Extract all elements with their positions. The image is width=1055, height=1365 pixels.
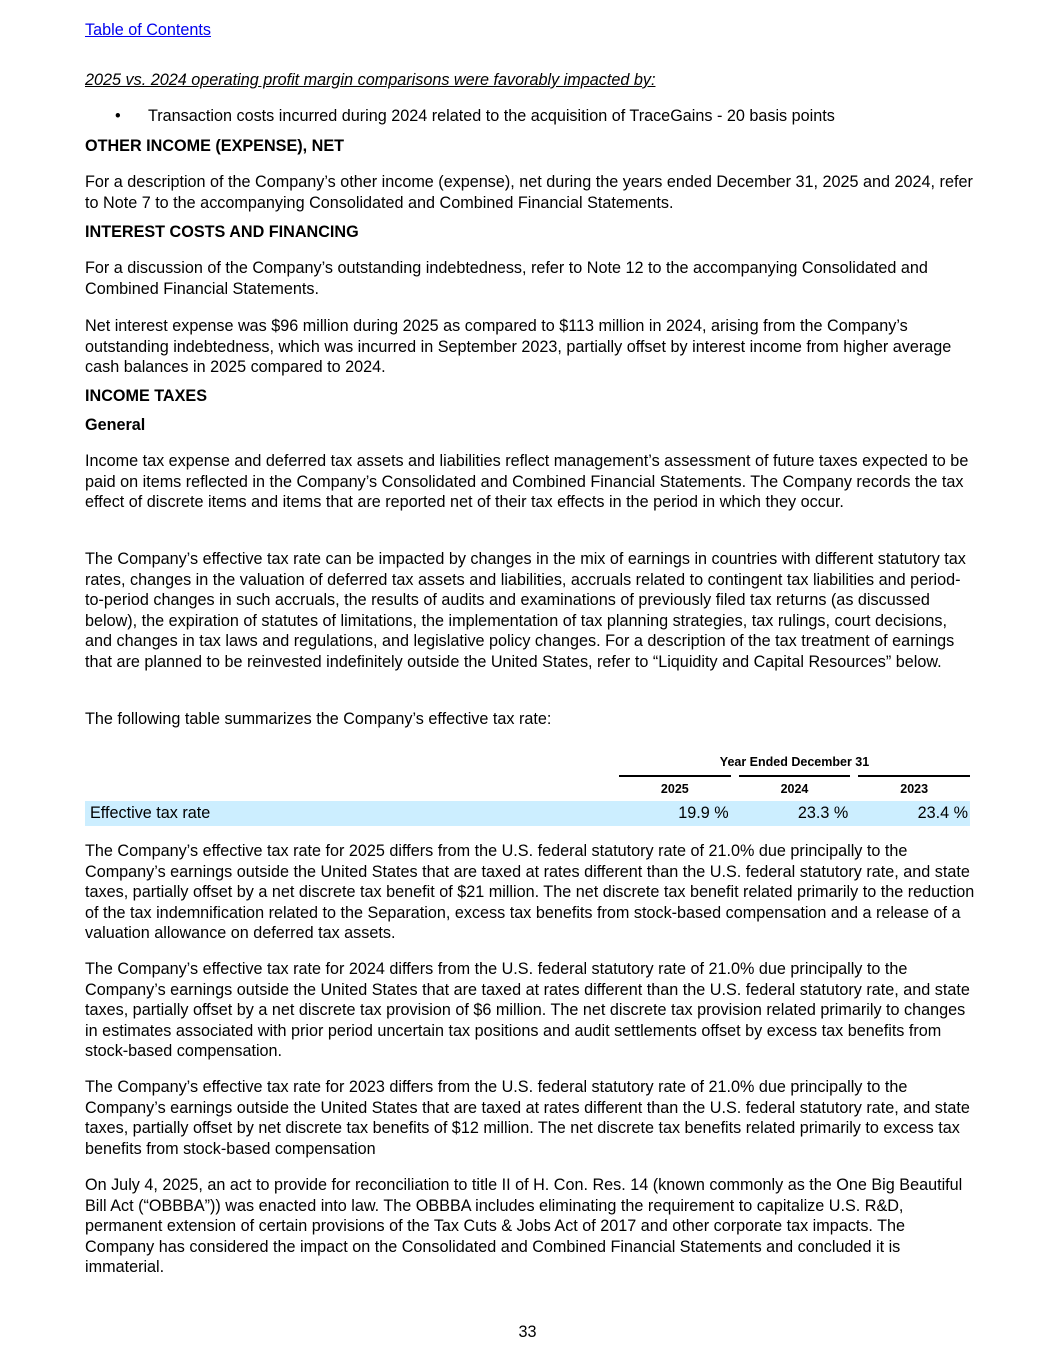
margin-comparison-heading: 2025 vs. 2024 operating profit margin comparisons were favorably impacted by: <box>85 71 656 89</box>
interest-heading: INTEREST COSTS AND FINANCING <box>85 223 359 241</box>
bullet-text: Transaction costs incurred during 2024 related to the acquisition of TraceGains - 20 basis points <box>148 107 835 125</box>
table-row <box>85 801 970 826</box>
tax-paragraph-1: Income tax expense and deferred tax assets and liabilities reflect management’s assessment of future taxes expected to be paid on items reflected in the Company’s Consolidated and Combined Financial Statements. The Company records the tax effect of discrete items and items that are reported net of their tax effects in the period in which they occur. <box>85 452 969 512</box>
rate-2023-paragraph: The Company’s effective tax rate for 2023 differs from the U.S. federal statutory rate of 21.0% due principally to the Company’s earnings outside the United States that are taxed at rates different than the U.S. federal statutory rate, and state taxes, partially offset by net discrete tax benefits of $12 million. The net discrete tax benefits related primarily to excess tax benefits from stock-based compensation <box>85 1078 970 1158</box>
value-cell: 19.9 % <box>619 801 731 826</box>
table-of-contents-link[interactable]: Table of Contents <box>85 21 211 39</box>
row-label: Effective tax rate <box>85 801 619 826</box>
rate-2025-paragraph: The Company’s effective tax rate for 2025 differs from the U.S. federal statutory rate of 21.0% due principally to the Company’s earnings outside the United States that are taxed at rates different than the U.S. federal statutory rate, and state taxes, partially offset by a net discrete tax benefit of $21 million. The net discrete tax benefit related primarily to the reduction of the tax indemnification related to the Separation, excess tax benefits from stock-based compensation and a release of a valuation allowance on deferred tax assets. <box>85 842 975 943</box>
effective-tax-rate-table <box>85 750 970 826</box>
bullet-icon: • <box>115 107 121 125</box>
interest-paragraph-1: For a discussion of the Company’s outstanding indebtedness, refer to Note 12 to the accompanying Consolidated and Combined Financial Statements. <box>85 259 928 298</box>
bullet-item <box>115 106 1005 127</box>
general-heading: General <box>85 416 146 434</box>
value-cell: 23.4 % <box>858 801 970 826</box>
other-income-paragraph: For a description of the Company’s other income (expense), net during the years ended December 31, 2025 and 2024, refer to Note 7 to the accompanying Consolidated and Combined Financial Statements. <box>85 173 973 212</box>
income-taxes-heading: INCOME TAXES <box>85 387 208 405</box>
year-header: 2025 <box>619 775 731 802</box>
table-group-header: Year Ended December 31 <box>719 755 870 769</box>
value-cell: 23.3 % <box>739 801 851 826</box>
page-number: 33 <box>518 1323 537 1341</box>
year-header: 2024 <box>739 775 851 802</box>
other-income-heading: OTHER INCOME (EXPENSE), NET <box>85 137 345 155</box>
year-header: 2023 <box>858 775 970 802</box>
obbba-paragraph: On July 4, 2025, an act to provide for reconciliation to title II of H. Con. Res. 14 (known commonly as the One Big Beautiful Bill Act (“OBBBA”)) was enacted into law. The OBBBA includes eliminating the requirement to capitalize U.S. R&D, permanent extension of certain provisions of the Tax Cuts & Jobs Act of 2017 and other corporate tax impacts. The Company has considered the impact on the Consolidated and Combined Financial Statements and concluded it is immaterial. <box>85 1176 963 1277</box>
tax-paragraph-2: The Company’s effective tax rate can be impacted by changes in the mix of earnings in countries with different statutory tax rates, changes in the valuation of deferred tax assets and liabilities, accruals related to contingent tax liabilities and period-to-period changes in such accruals, the results of audits and examinations of previously filed tax returns (as discussed below), the expiration of statutes of limitations, the implementation of tax planning strategies, tax rulings, court decisions, and changes in tax laws and regulations, and legislative policy changes. For a description of the tax treatment of earnings that are planned to be reinvested indefinitely outside the United States, refer to “Liquidity and Capital Resources” below. <box>85 550 966 671</box>
table-intro: The following table summarizes the Company’s effective tax rate: <box>85 710 552 728</box>
interest-paragraph-2: Net interest expense was $96 million during 2025 as compared to $113 million in 2024, arising from the Company’s outstanding indebtedness, which was incurred in September 2023, partially offset by interest income from higher average cash balances in 2025 compared to 2024. <box>85 317 952 377</box>
rate-2024-paragraph: The Company’s effective tax rate for 2024 differs from the U.S. federal statutory rate of 21.0% due principally to the Company’s earnings outside the United States that are taxed at rates different than the U.S. federal statutory rate, and state taxes, partially offset by a net discrete tax provision of $6 million. The net discrete tax provision related primarily to changes in estimates associated with prior period uncertain tax positions and audit settlements offset by excess tax benefits from stock-based compensation. <box>85 960 970 1061</box>
